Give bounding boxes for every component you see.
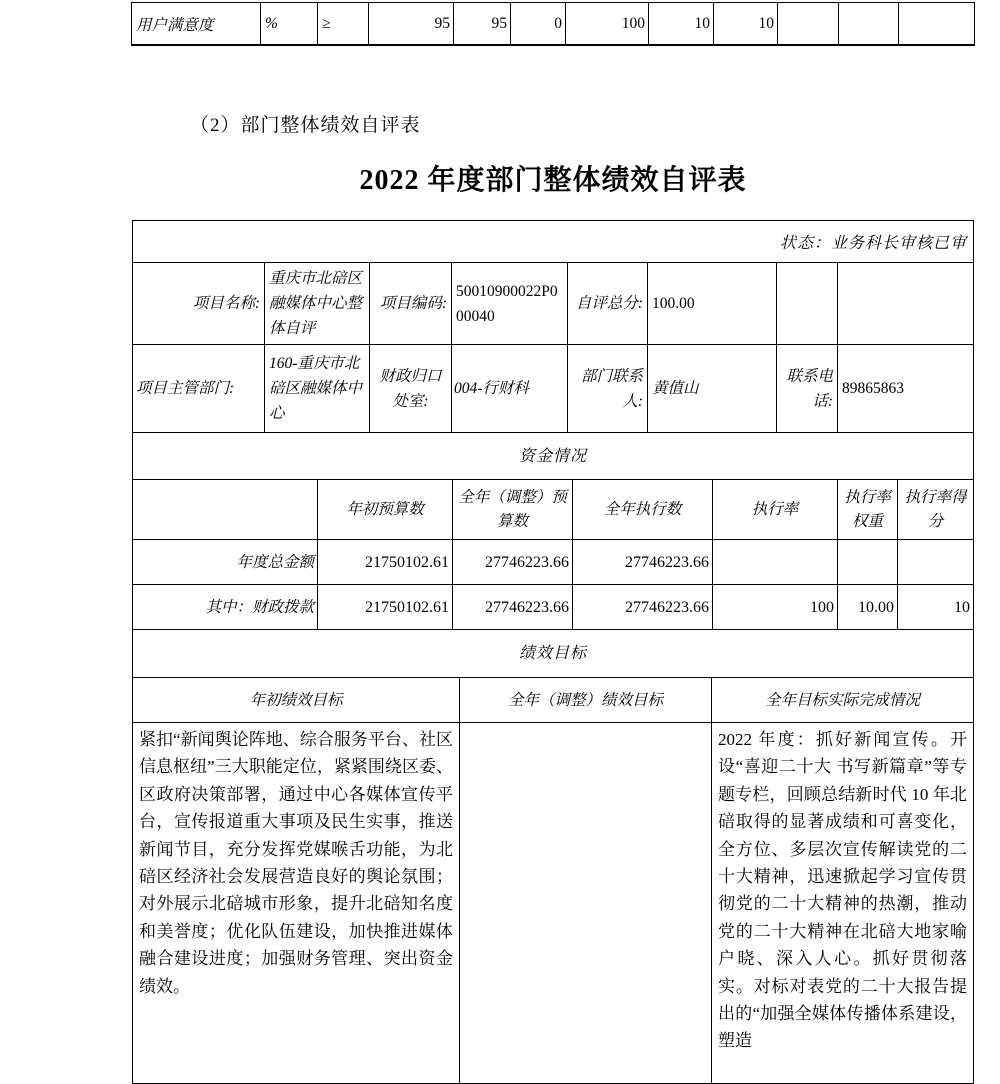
funding-fiscal-row (133, 585, 973, 630)
funding-total-score (898, 540, 973, 584)
project-info-row (133, 263, 973, 345)
funding-total-label: 年度总金额 (133, 540, 318, 584)
indicator-empty-cell-1 (778, 3, 839, 44)
goals-section-row (133, 630, 973, 678)
funding-fiscal-budget: 21750102.61 (318, 585, 453, 629)
section-heading: （2）部门整体绩效自评表 (190, 115, 421, 136)
funding-total-budget: 21750102.61 (318, 540, 453, 584)
funding-total-weight (838, 540, 898, 584)
funding-total-executed: 27746223.66 (573, 540, 713, 584)
goals-section-title: 绩效目标 (518, 645, 587, 662)
funding-header-executed: 全年执行数 (573, 480, 713, 539)
indicator-rate-cell: 100 (566, 3, 649, 44)
project-name-value: 重庆市北碚区融媒体中心整体自评 (265, 263, 370, 344)
phone-label: 联系电话: (777, 345, 838, 432)
info-empty-cell-2 (838, 263, 973, 344)
indicator-actual-cell: 95 (454, 3, 511, 44)
indicator-unit-cell: % (261, 3, 318, 44)
office-label: 财政归口处室: (370, 345, 452, 432)
dept-label: 项目主管部门: (133, 345, 265, 432)
indicator-name-cell: 用户满意度 (132, 3, 261, 44)
office-value: 004-行财科 (452, 345, 568, 432)
funding-section-title: 资金情况 (518, 447, 587, 465)
indicator-target-cell: 95 (369, 3, 454, 44)
indicator-deviation-cell: 0 (511, 3, 566, 44)
funding-header-budget: 年初预算数 (318, 480, 453, 539)
page-title: 2022 年度部门整体绩效自评表 (359, 165, 747, 196)
indicator-weight-cell: 10 (649, 3, 714, 44)
contact-label: 部门联系人: (568, 345, 648, 432)
goals-actual-text: 2022 年度：抓好新闻宣传。开设“喜迎二十大 书写新篇章”等专题专栏，回顾总结新时代 10 年北碚取得的显著成绩和可喜变化，全方位、多层次宣传解读党的二十大精神，迅速掀起学习宣传贯彻党的二十大精神的热潮，推动党的二十大精神在北碚大地家喻户晓、深入人心。抓好贯彻落实。对标对表党的二十大报告提出的“加强全媒体传播体系建设，塑造 (718, 730, 967, 1051)
funding-fiscal-rate: 100 (713, 585, 838, 629)
goals-initial-text: 紧扣“新闻舆论阵地、综合服务平台、社区信息枢纽”三大职能定位，紧紧围绕区委、区政府决策部署，通过中心各媒体宣传平台，宣传报道重大事项及民生实事，推送新闻节目，充分发挥党媒喉舌功能，为北碚区经济社会发展营造良好的舆论氛围；对外展示北碚城市形象，提升北碚知名度和美誉度；优化队伍建设，加快推进媒体融合建设进度；加强财务管理、突出资金绩效。 (133, 723, 460, 1083)
self-score-label: 自评总分: (568, 263, 648, 344)
dept-value: 160-重庆市北碚区融媒体中心 (265, 345, 370, 432)
funding-header-empty (133, 480, 318, 539)
funding-header-row (133, 480, 973, 540)
indicator-direction-cell: ≥ (318, 3, 369, 44)
phone-value: 89865863 (842, 380, 904, 397)
funding-total-rate (713, 540, 838, 584)
info-empty-cell-1 (777, 263, 838, 344)
funding-header-rate: 执行率 (713, 480, 838, 539)
goals-header-initial: 年初绩效目标 (133, 678, 460, 722)
indicator-table-row (131, 2, 975, 46)
self-evaluation-table (132, 220, 974, 1084)
funding-fiscal-label: 其中：财政拨款 (133, 585, 318, 629)
department-info-row (133, 345, 973, 433)
self-score-value: 100.00 (648, 263, 777, 344)
goals-header-actual: 全年目标实际完成情况 (764, 691, 920, 709)
funding-fiscal-score: 10 (954, 598, 970, 616)
indicator-empty-cell-3 (899, 3, 974, 44)
project-name-label: 项目名称: (133, 263, 265, 344)
funding-fiscal-executed: 27746223.66 (573, 585, 713, 629)
contact-value: 黄值山 (648, 345, 777, 432)
goals-header-adjusted: 全年（调整）绩效目标 (460, 678, 712, 722)
funding-header-adjusted: 全年（调整）预算数 (453, 480, 573, 539)
goals-header-row (133, 678, 973, 723)
funding-fiscal-weight: 10.00 (838, 585, 898, 629)
status-row (133, 221, 973, 263)
goals-body-row (133, 723, 973, 1083)
goals-adjusted-text (460, 723, 712, 1083)
funding-fiscal-adjusted: 27746223.66 (453, 585, 573, 629)
funding-total-row (133, 540, 973, 585)
funding-section-row (133, 433, 973, 480)
project-code-value: 50010900022P000040 (452, 263, 568, 344)
funding-header-score: 执行率得分 (904, 488, 967, 530)
status-text: 状态：业务科长审核已审 (779, 235, 967, 252)
indicator-empty-cell-2 (839, 3, 899, 44)
project-code-label: 项目编码: (370, 263, 452, 344)
funding-header-weight: 执行率权重 (838, 480, 898, 539)
funding-total-adjusted: 27746223.66 (453, 540, 573, 584)
indicator-score-cell: 10 (714, 3, 778, 44)
